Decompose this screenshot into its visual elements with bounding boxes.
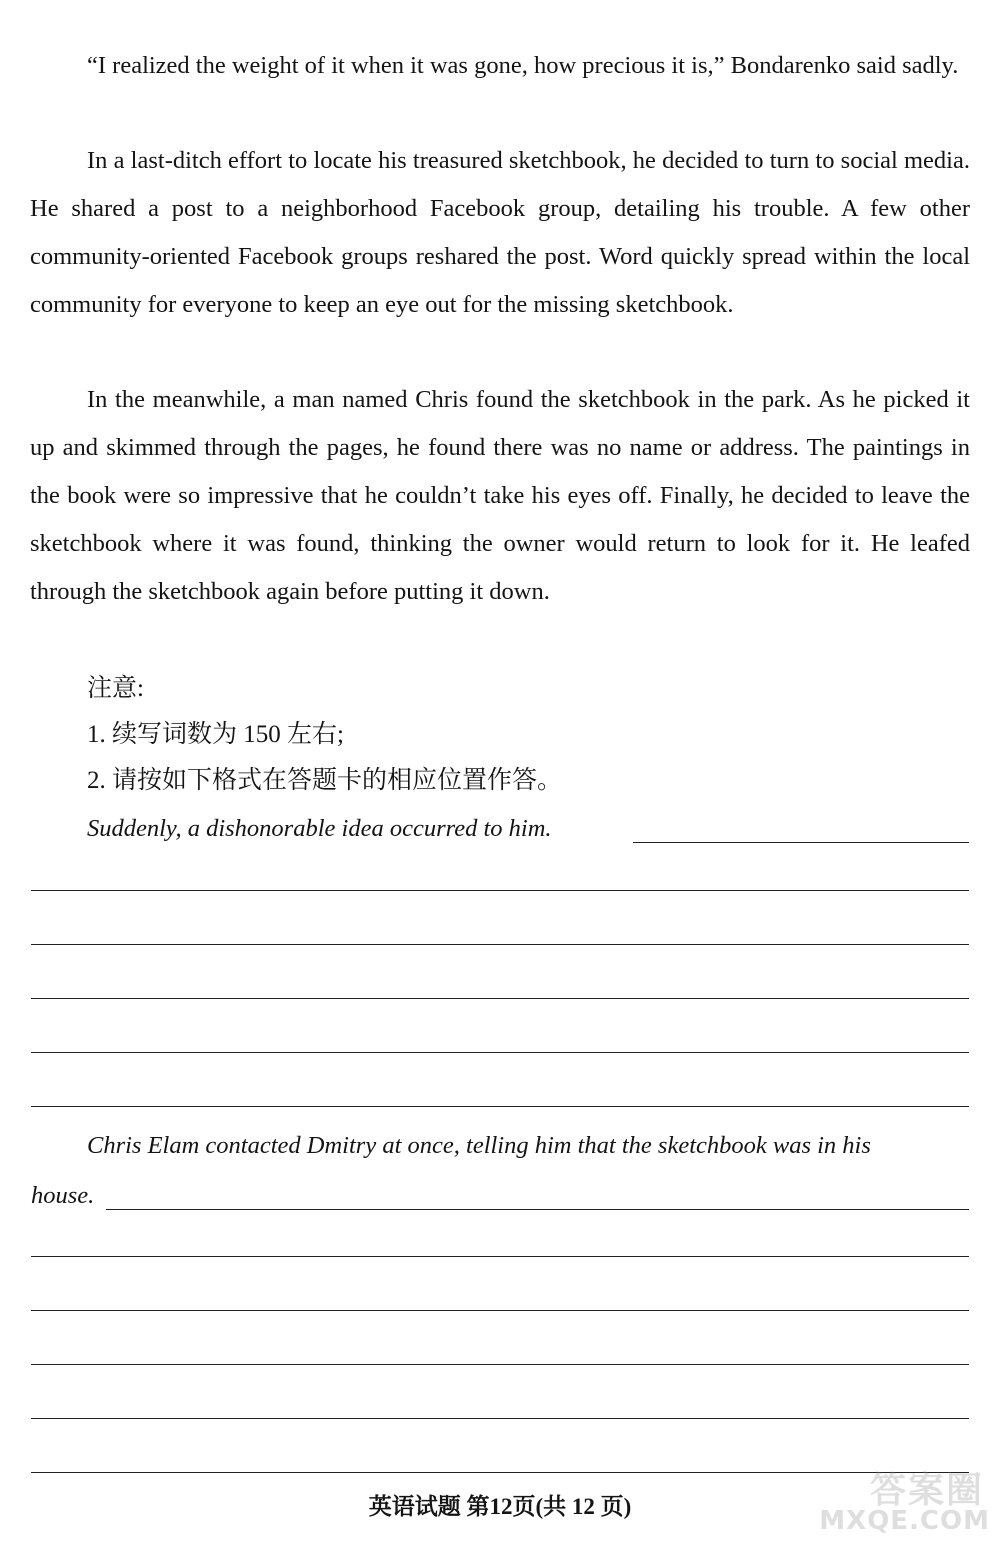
page-footer: 英语试题 第12页(共 12 页) <box>368 1494 632 1519</box>
passage-paragraph-2: In a last-ditch effort to locate his treasured sketchbook, he decided to turn to social media. He shared a post to a neighborhood Facebook group, detailing his trouble. A few other community-oriented Facebook groups reshared the post. Word quickly spread within the local community for everyone to keep an eye out for the missing sketchbook. <box>30 147 970 318</box>
writing-line[interactable] <box>31 890 969 891</box>
watermark-en: MXQE.COM <box>819 1506 990 1536</box>
notes-title: 注意: <box>87 675 144 702</box>
writing-line[interactable] <box>31 1052 969 1053</box>
writing-line[interactable] <box>31 1364 969 1365</box>
writing-line[interactable] <box>106 1209 969 1210</box>
writing-line[interactable] <box>31 944 969 945</box>
notes-item-2: 2. 请按如下格式在答题卡的相应位置作答。 <box>87 767 563 794</box>
watermark-cn: 答案圈 <box>869 1470 984 1511</box>
site-watermark <box>794 1462 994 1544</box>
writing-line[interactable] <box>31 998 969 999</box>
continuation-prompt-2-line-2: house. <box>31 1182 95 1209</box>
continuation-prompt-1: Suddenly, a dishonorable idea occurred to him. <box>87 815 552 842</box>
writing-line[interactable] <box>31 1106 969 1107</box>
writing-line[interactable] <box>31 1418 969 1419</box>
continuation-prompt-2-line-1: Chris Elam contacted Dmitry at once, telling him that the sketchbook was in his <box>87 1132 871 1159</box>
notes-item-1: 1. 续写词数为 150 左右; <box>87 721 344 748</box>
passage-paragraph-3: In the meanwhile, a man named Chris found the sketchbook in the park. As he picked it up and skimmed through the pages, he found there was no name or address. The paintings in the book were so impressive that he couldn’t take his eyes off. Finally, he decided to leave the sketchbook where it was found, thinking the owner would return to look for it. He leafed through the sketchbook again before putting it down. <box>30 386 970 605</box>
writing-line[interactable] <box>31 1310 969 1311</box>
passage-paragraph-1: “I realized the weight of it when it was gone, how precious it is,” Bondarenko said sadly. <box>87 52 959 79</box>
writing-line[interactable] <box>31 1256 969 1257</box>
writing-line[interactable] <box>633 842 969 843</box>
